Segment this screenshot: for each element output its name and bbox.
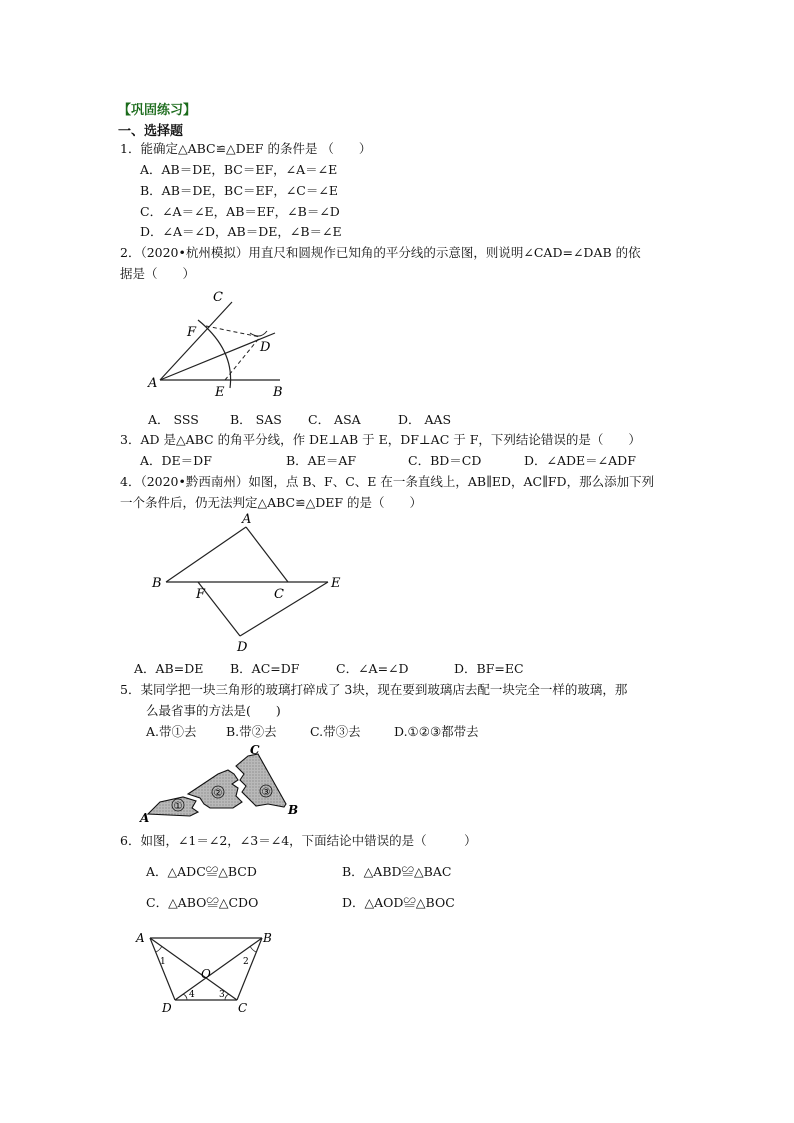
label-piece-3: ③: [261, 787, 271, 798]
q3-option-d: D．∠ADE＝∠ADF: [524, 453, 636, 468]
label-f: F: [196, 587, 206, 602]
q1-option-b: B．AB＝DE，BC＝EF，∠C＝∠E: [140, 183, 338, 198]
q5-broken-glass-figure: [138, 744, 306, 824]
label-a: A: [140, 811, 150, 825]
q4-parallel-triangles-figure: [148, 510, 348, 655]
q5-option-a: A.带①去: [146, 724, 197, 739]
section-header: 【巩固练习】: [118, 103, 197, 118]
q4-option-d: D．BF=EC: [454, 661, 524, 676]
segment-ed: [240, 582, 328, 636]
label-c: C: [238, 1001, 248, 1015]
q6-option-b: B．△ABD≌△BAC: [342, 864, 452, 879]
label-d: D: [162, 1001, 172, 1015]
label-a: A: [242, 512, 252, 527]
label-b: B: [273, 385, 283, 400]
question-5-stem-line1: 5．某同学把一块三角形的玻璃打碎成了 3块，现在要到玻璃店去配一块完全一样的玻璃，那: [120, 682, 628, 697]
dashed-ed: [225, 337, 260, 380]
label-piece-2: ②: [213, 788, 223, 799]
q2-option-a: A． SSS: [148, 412, 199, 427]
q3-option-b: B．AE＝AF: [286, 453, 357, 468]
question-1-stem: 1．能确定△ABC≌△DEF 的条件是 （ ）: [120, 141, 372, 156]
question-3-stem: 3．AD 是△ABC 的角平分线，作 DE⊥AB 于 E，DF⊥AC 于 F，下列结论错误的是（ ）: [120, 432, 641, 447]
q3-option-a: A．DE＝DF: [140, 453, 212, 468]
q6-trapezoid-figure: [134, 926, 284, 1016]
q6-option-c: C．△ABO≌△CDO: [146, 895, 259, 910]
q4-option-c: C．∠A=∠D: [336, 661, 409, 676]
label-a: A: [148, 376, 158, 391]
q6-option-a: A．△ADC≌△BCD: [146, 864, 257, 879]
arc-d: [250, 331, 267, 336]
glass-piece-3: [236, 754, 286, 807]
label-b: B: [152, 576, 162, 591]
label-piece-1: ①: [173, 801, 183, 812]
label-o: O: [201, 967, 211, 981]
q1-option-a: A．AB＝DE，BC＝EF，∠A＝∠E: [140, 162, 338, 177]
label-d: D: [237, 640, 248, 655]
label-e: E: [331, 576, 341, 591]
question-4-stem-line1: 4．（2020•黔西南州）如图，点 B、F、C、E 在一条直线上，AB∥ED，AC∥FD，那么添加下列: [120, 474, 655, 489]
segment-ab: [166, 527, 246, 582]
question-2-stem-line2: 据是（ ）: [120, 266, 196, 281]
ray-ac: [160, 302, 232, 380]
label-angle-1: 1: [160, 957, 166, 967]
q2-option-b: B． SAS: [230, 412, 282, 427]
q6-option-d: D．△AOD≌△BOC: [342, 895, 455, 910]
q1-option-c: C．∠A＝∠E，AB＝EF，∠B＝∠D: [140, 204, 340, 219]
q5-option-d: D.①②③都带去: [394, 724, 479, 739]
part-title: 一、选择题: [118, 124, 184, 139]
label-e: E: [215, 385, 225, 400]
q4-option-b: B．AC=DF: [230, 661, 300, 676]
question-5-stem-line2: 么最省事的方法是( ): [146, 703, 281, 718]
q3-option-c: C．BD＝CD: [408, 453, 482, 468]
label-a: A: [136, 931, 145, 945]
question-6-stem: 6．如图，∠1＝∠2，∠3＝∠4，下面结论中错误的是（ ）: [120, 833, 477, 848]
q5-option-b: B.带②去: [226, 724, 277, 739]
arc-ef: [198, 320, 231, 388]
q2-angle-bisector-figure: [140, 285, 300, 405]
label-angle-2: 2: [243, 957, 249, 967]
q2-option-c: C． ASA: [308, 412, 361, 427]
question-4-stem-line2: 一个条件后，仍无法判定△ABC≌△DEF 的是（ ）: [120, 495, 423, 510]
label-b: B: [263, 931, 272, 945]
q2-option-d: D． AAS: [398, 412, 452, 427]
label-c: C: [274, 587, 284, 602]
label-angle-3: 3: [219, 990, 225, 1000]
label-c: C: [213, 290, 223, 305]
segment-ac: [246, 527, 288, 582]
q5-option-c: C.带③去: [310, 724, 361, 739]
q1-option-d: D．∠A＝∠D，AB＝DE，∠B＝∠E: [140, 224, 342, 239]
q4-option-a: A．AB=DE: [134, 661, 204, 676]
question-2-stem-line1: 2．（2020•杭州模拟）用直尺和圆规作已知角的平分线的示意图，则说明∠CAD=∠DAB 的依: [120, 245, 641, 260]
label-c: C: [250, 743, 260, 757]
label-d: D: [260, 340, 271, 355]
label-b: B: [288, 803, 299, 817]
label-f: F: [187, 325, 197, 340]
label-angle-4: 4: [189, 990, 195, 1000]
